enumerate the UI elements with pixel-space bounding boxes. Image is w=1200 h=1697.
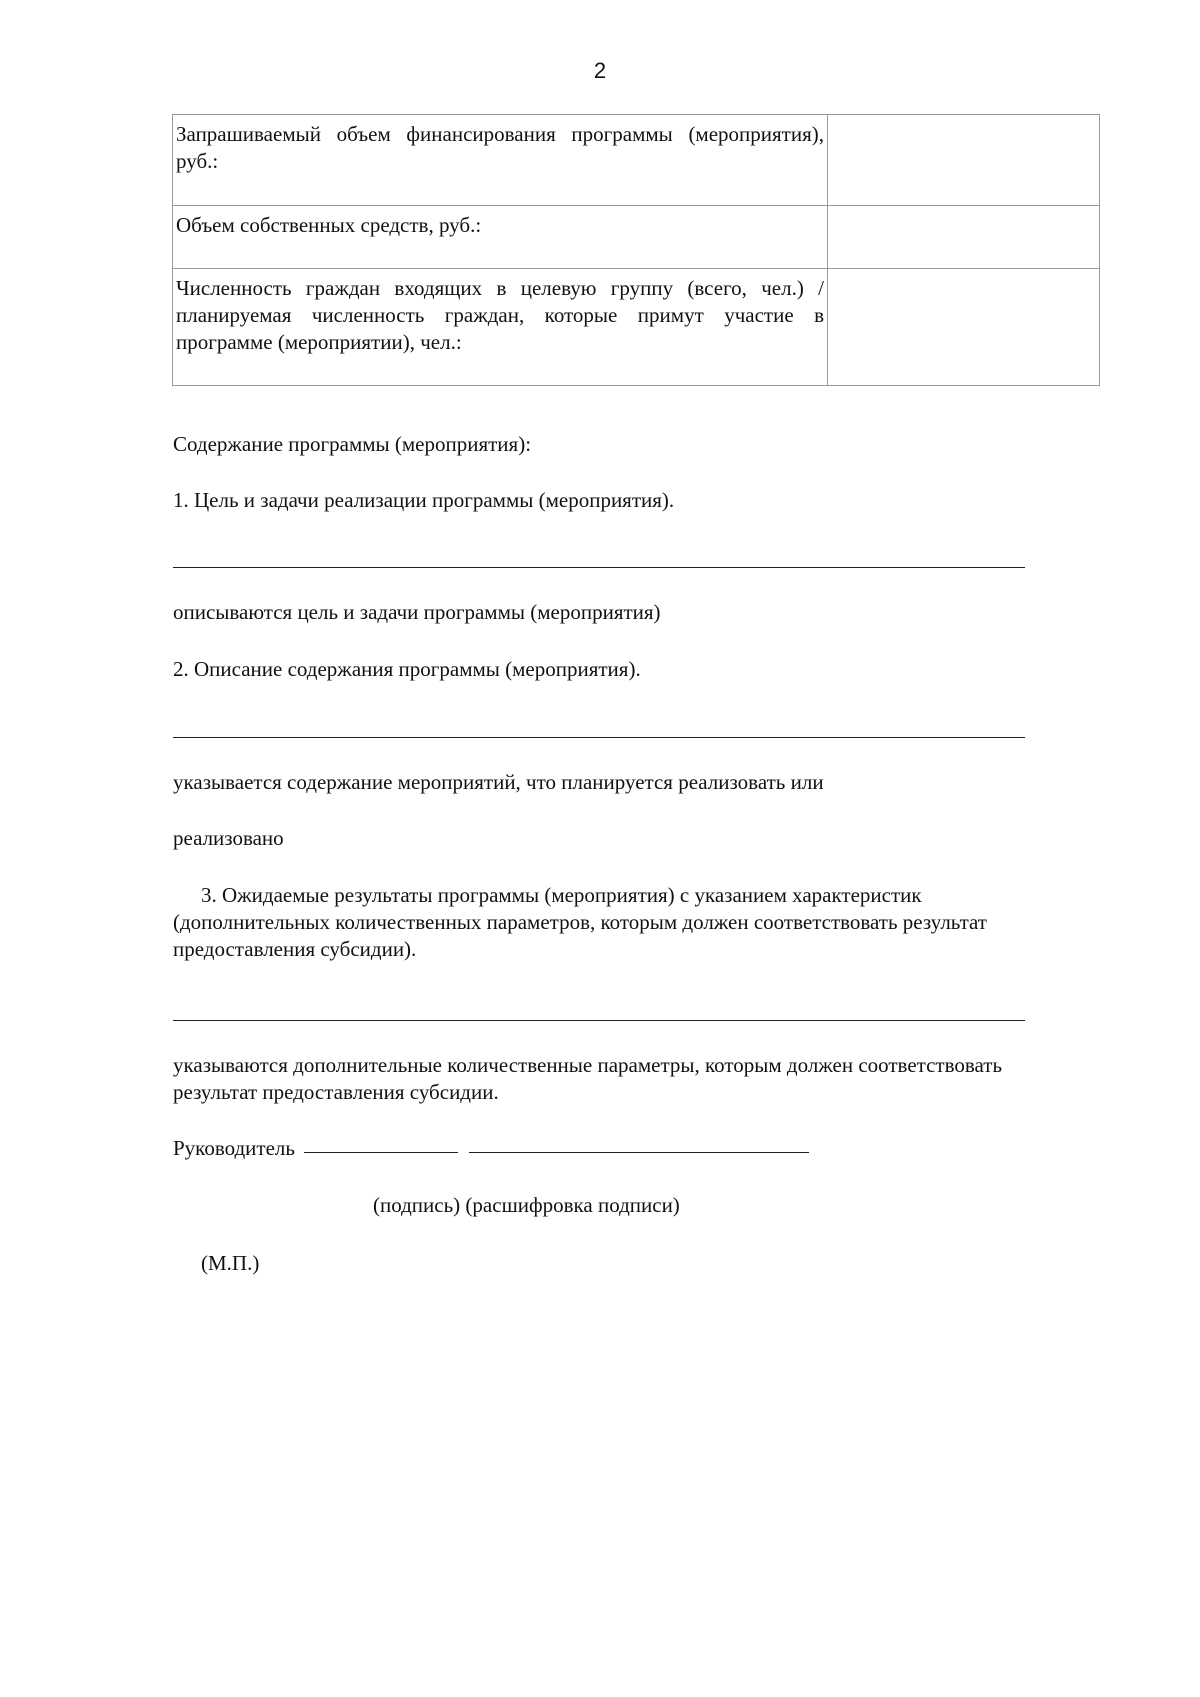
signature-line[interactable] <box>304 1152 458 1153</box>
table-cell-own-funds-value[interactable] <box>828 206 1100 269</box>
item3-title: 3. Ожидаемые результаты программы (мероприятия) с указанием характеристик (дополнительных количественных параметров, которым должен соответствовать результат предоставления субсидии). <box>173 883 987 961</box>
item2-hint-line2: реализовано <box>173 826 284 850</box>
signature-caption: (подпись) (расшифровка подписи) <box>373 1193 680 1217</box>
item1-hint: описываются цель и задачи программы (мероприятия) <box>173 600 661 624</box>
table-cell-requested-funding-label: Запрашиваемый объем финансирования программы (мероприятия), руб.: <box>173 115 828 206</box>
item2-hint-line1: указывается содержание мероприятий, что планируется реализовать или <box>173 770 824 794</box>
item2-fill-line[interactable] <box>173 737 1025 738</box>
table-cell-participants-label: Численность граждан входящих в целевую группу (всего, чел.) / планируемая численность граждан, которые примут участие в программе (мероприятии), чел.: <box>173 269 828 386</box>
content-heading: Содержание программы (мероприятия): <box>173 432 532 456</box>
table-cell-participants-value[interactable] <box>828 269 1100 386</box>
signature-label: Руководитель <box>173 1136 295 1160</box>
table-cell-requested-funding-value[interactable] <box>828 115 1100 206</box>
stamp-placeholder: (М.П.) <box>201 1251 260 1275</box>
signature-decoding-line[interactable] <box>469 1152 809 1153</box>
item3-fill-line[interactable] <box>173 1020 1025 1021</box>
item2-title: 2. Описание содержания программы (мероприятия). <box>173 657 641 681</box>
page-number: 2 <box>593 58 607 83</box>
item1-fill-line[interactable] <box>173 567 1025 568</box>
table-cell-own-funds-label: Объем собственных средств, руб.: <box>173 206 828 269</box>
table-row <box>173 206 1100 269</box>
table-row <box>173 269 1100 386</box>
item3-hint: указываются дополнительные количественные параметры, которым должен соответствовать результат предоставления субсидии. <box>173 1053 1003 1104</box>
table-row <box>173 115 1100 206</box>
item1-title: 1. Цель и задачи реализации программы (мероприятия). <box>173 488 675 512</box>
info-table <box>172 114 1100 386</box>
signature-row <box>173 1135 1053 1162</box>
